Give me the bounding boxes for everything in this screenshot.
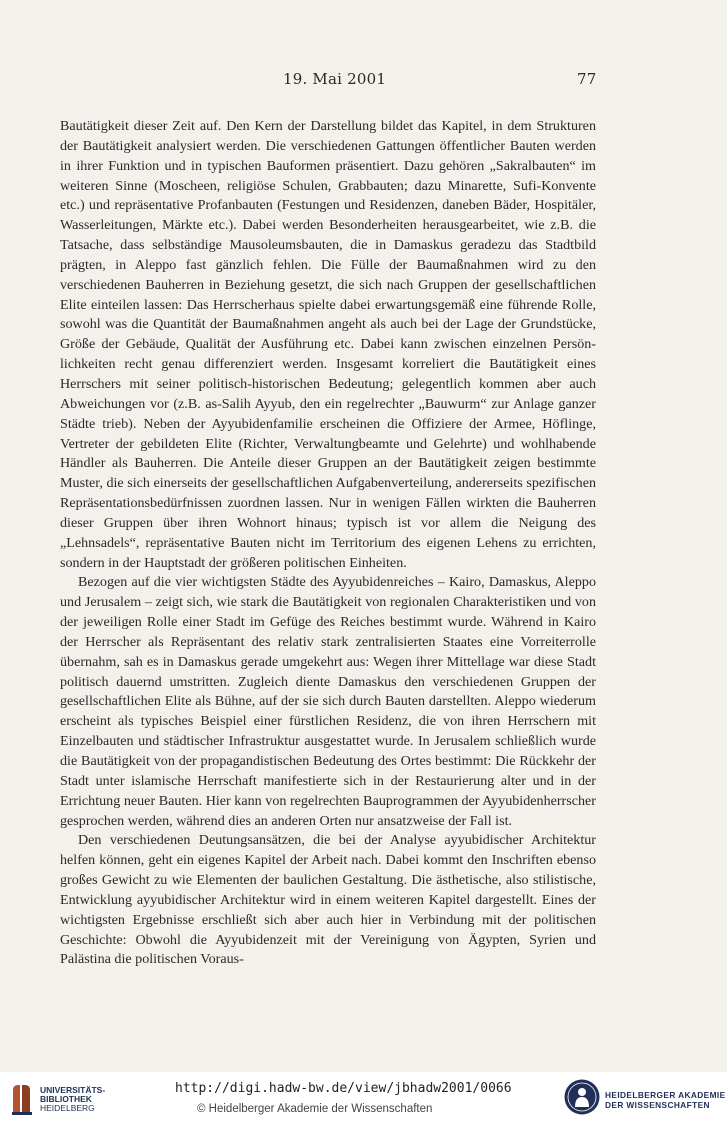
academy-name	[605, 1090, 726, 1110]
header-date: 19. Mai 2001	[283, 70, 387, 88]
document-url-link[interactable]: http://digi.hadw-bw.de/view/jbhadw2001/0066	[175, 1081, 512, 1096]
university-library-logo[interactable]	[10, 1082, 140, 1116]
library-name-line-1: UNIVERSITÄTS-	[40, 1085, 106, 1095]
academy-name-line-2: DER WISSENSCHAFTEN	[605, 1100, 710, 1110]
library-name-line-2: BIBLIOTHEK	[40, 1094, 92, 1104]
academy-logo[interactable]	[563, 1078, 726, 1120]
viewer-footer	[0, 1072, 727, 1125]
copyright-notice: © Heidelberger Akademie der Wissenschaften	[197, 1103, 433, 1115]
library-mark-icon	[10, 1082, 36, 1116]
paragraph-2: Bezogen auf die vier wichtigsten Städte des Ayyubidenreiches – Kairo, Damaskus, Aleppo und Jerusalem – zeigt sich, wie stark die Bautätigkeit von regionalen Charakteristiken und von der jeweiligen Rolle einer Stadt im Gefüge des Reiches bestimmt wurde. Während in Kairo der Herrscher als Repräsentant des relativ stark zentralisierten Staates eine Vorreiterrolle übernahm, sah es in Damaskus gerade umgekehrt aus: Wegen ihrer Mittellage war diese Stadt politisch dauernd umstritten. Zugleich diente Damaskus den verschiedenen Gruppen der gesellschaftlichen Elite als Bühne, auf der sie sich durch Bauten darstellten. Aleppo wiederum erscheint als typisches Beispiel einer fürstlichen Residenz, die von ihren Herrschern mit Einzelbauten und städtischer Infrastruktur ausgestattet wurde. In Jerusalem schließlich wurde die Bautätigkeit von der propagandistischen Bedeutung des Ortes bestimmt: Die Rückkehr der Stadt unter islamische Herrschaft manifestierte sich in der Restaurierung alter und in der Errichtung neuer Bauten. Hier kann von regelrechten Bauprogrammen der Ayyubidenherrscher gesprochen werden, während dies an anderen Orten nur ansatzweise der Fall ist.	[60, 574, 596, 829]
page-number: 77	[577, 70, 597, 88]
academy-seal-icon	[563, 1078, 601, 1116]
paragraph-1: Bautätigkeit dieser Zeit auf. Den Kern der Darstellung bildet das Kapitel, in dem Strukturen der Bautätigkeit analysiert werden. Die verschiedenen Gattungen öffentlicher Bauten werden in ihrer Funktion und in typischen Bauformen präsentiert. Dazu gehören „Sakralbauten“ im weiteren Sinne (Moscheen, religiöse Schulen, Grabbauten; dazu Minarette, Sufi-Konvente etc.) und repräsentative Profanbauten (Festungen und Residenzen, daneben Bäder, Hospitäler, Wasserleitungen, Märkte etc.). Dabei werden Besonderheiten herausgearbeitet, wie z.B. die Tatsache, dass selbständige Mausoleumsbauten, die in Damaskus geradezu das Stadtbild prägten, in Aleppo fast gänzlich fehlen. Die Fülle der Baumaßnahmen wird zu den verschiedenen Bauherren in Beziehung gesetzt, die sich nach Gruppen der gesellschaftlichen Elite einteilen lassen: Das Herrscherhaus spielte dabei erwartungsgemäß eine führende Rolle, sowohl was die Quantität der Baumaßnahmen angeht als auch bei der Lage der Grundstücke, Größe der Gebäude, Qualität der Ausführung etc. Dabei kann zwischen einzelnen Persönlichkeiten recht genau differenziert werden. Insgesamt korreliert die Bautätigkeit eines Herrschers mit seiner politisch-historischen Bedeutung; gelegentlich kommen aber auch Abweichungen vor (z.B. as-Salih Ayyub, den ein regelrechter „Bauwurm“ zur Anlage ganzer Städte trieb). Neben der Ayyubidenfamilie erscheinen die Offiziere der Armee, Höflinge, Vertreter der gebildeten Elite (Richter, Verwaltungbeamte und Gelehrte) und wohlhabende Händler als Bauherren. Die Anteile dieser Gruppen an der Bautätigkeit zeigen bestimmte Muster, die sich einerseits der gesellschaftlichen Aufgabenverteilung, andererseits spezifischen Repräsentationsbedürfnissen zuordnen lassen. Nur in wenigen Fällen wirkten die Bauherren dieser Gruppen über ihren Wohnort hinaus; typisch ist vor allem die Neigung des „Lehnsadels“, repräsentative Bauten nicht im Territorium des eigenen Lehens zu errichten, sondern in der Hauptstadt der größeren politischen Einheiten.	[60, 118, 596, 571]
paragraph-3: Den verschiedenen Deutungsansätzen, die bei der Analyse ayyubidischer Architektur helfen können, geht ein eigenes Kapitel der Arbeit nach. Dabei kommt den Inschriften ebenso großes Gewicht zu wie Elementen der baulichen Gestaltung. Die ästhetische, also stilistische, Entwicklung ayyubidischer Architektur wird in einem weiteren Kapitel dargestellt. Eines der wichtigsten Ergebnisse erschließt sich aber auch hier in Verbindung mit der politischen Geschichte: Obwohl die Ayyubidenzeit mit der Vereinigung von Ägypten, Syrien und Palästina die politischen Voraus-	[60, 832, 596, 968]
library-name	[40, 1086, 105, 1113]
page-body	[60, 117, 596, 970]
academy-name-line-1: HEIDELBERGER AKADEMIE	[605, 1090, 726, 1100]
library-name-line-3: HEIDELBERG	[40, 1103, 95, 1113]
